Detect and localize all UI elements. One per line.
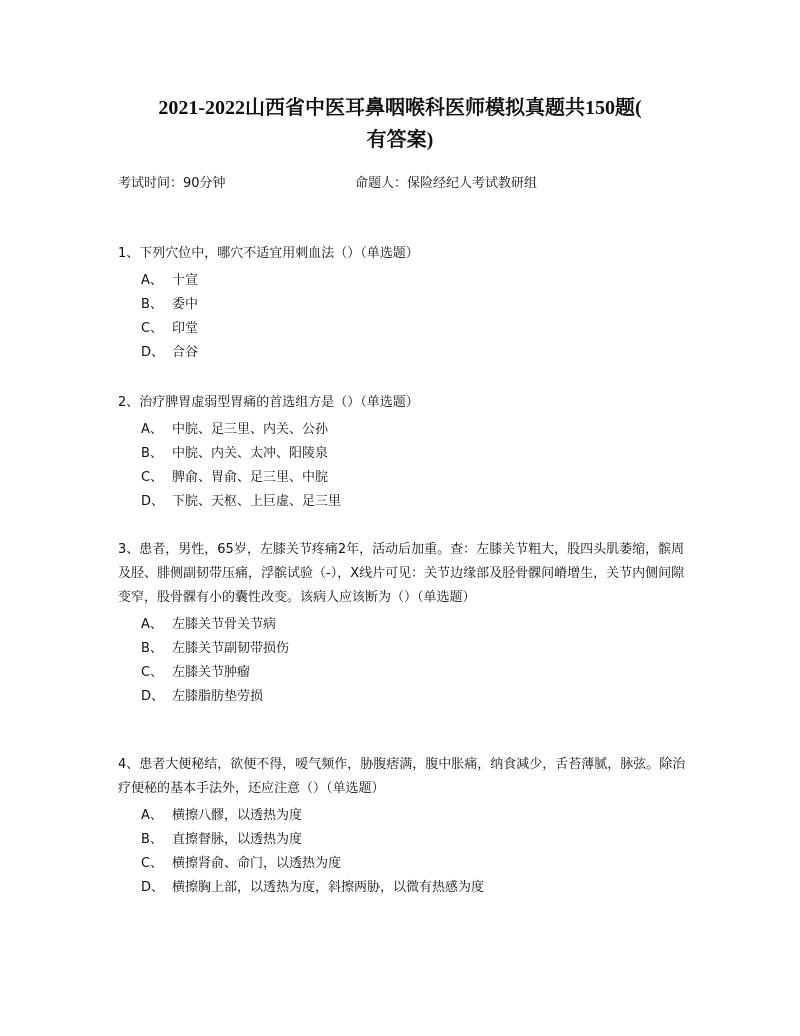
option-text: 中脘、足三里、内关、公孙 — [172, 421, 329, 437]
option-label: B、 — [141, 640, 163, 656]
option-label: C、 — [141, 320, 164, 336]
question-1-option-a — [141, 266, 690, 290]
question-2-option-b — [141, 439, 690, 463]
option-text: 左膝脂肪垫劳损 — [172, 688, 264, 704]
option-text: 横擦八髎，以透热为度 — [172, 807, 303, 823]
question-4-option-b — [141, 825, 690, 849]
option-text: 横擦肾俞、命门，以透热为度 — [172, 855, 342, 871]
question-4-text: 4、患者大便秘结，欲便不得，嗳气频作，胁腹痞满，腹中胀痛，纳食减少，舌苔薄腻，脉弦。除治疗便秘的基本手法外，还应注意（）（单选题） — [118, 757, 686, 796]
option-text: 合谷 — [172, 344, 199, 360]
title-line-1: 2021-2022山西省中医耳鼻咽喉科医师模拟真题共150题( — [158, 97, 642, 119]
option-text: 脾俞、胃俞、足三里、中脘 — [172, 469, 329, 485]
option-label: B、 — [141, 445, 163, 461]
exam-time: 考试时间：90分钟 — [118, 176, 226, 191]
option-label: A、 — [141, 616, 163, 632]
question-3-text: 3、患者，男性，65岁，左膝关节疼痛2年，活动后加重。查：左膝关节粗大，股四头肌萎缩，髌周及胫、腓侧副韧带压痛，浮髌试验（-），X线片可见：关节边缘部及胫骨髁间嵴增生，关节内侧间隙变窄，股骨髁有小的囊性改变。该病人应该断为（）（单选题） — [118, 542, 685, 605]
question-1-option-b — [141, 290, 690, 314]
option-label: D、 — [141, 493, 165, 509]
question-2-option-d — [141, 487, 690, 511]
question-3-option-a — [141, 610, 690, 634]
option-text: 印堂 — [172, 320, 199, 336]
option-label: D、 — [141, 879, 165, 895]
option-label: A、 — [141, 807, 163, 823]
option-label: B、 — [141, 296, 163, 312]
option-text: 横擦胸上部，以透热为度，斜擦两胁，以微有热感为度 — [172, 879, 485, 895]
option-text: 左膝关节骨关节病 — [172, 616, 277, 632]
option-text: 左膝关节肿瘤 — [172, 664, 251, 680]
question-1-text: 1、下列穴位中，哪穴不适宜用刺血法（）（单选题） — [118, 246, 419, 261]
option-text: 左膝关节副韧带损伤 — [172, 640, 290, 656]
option-text: 直擦督脉，以透热为度 — [172, 831, 303, 847]
question-3 — [118, 538, 690, 706]
option-label: D、 — [141, 688, 165, 704]
option-label: A、 — [141, 272, 163, 288]
question-4-option-c — [141, 849, 690, 873]
document-title — [100, 92, 700, 156]
exam-author: 命题人：保险经纪人考试教研组 — [355, 176, 538, 191]
option-label: A、 — [141, 421, 163, 437]
option-label: C、 — [141, 469, 164, 485]
question-4-option-a — [141, 801, 690, 825]
question-3-option-d — [141, 682, 690, 706]
question-4-option-d — [141, 873, 690, 897]
question-4 — [118, 753, 690, 897]
question-2-option-a — [141, 415, 690, 439]
option-label: C、 — [141, 664, 164, 680]
option-label: D、 — [141, 344, 165, 360]
option-text: 下脘、天枢、上巨虚、足三里 — [172, 493, 342, 509]
option-text: 委中 — [172, 296, 199, 312]
option-label: B、 — [141, 831, 163, 847]
question-3-option-b — [141, 634, 690, 658]
question-1 — [118, 242, 690, 362]
title-line-2: 有答案) — [366, 129, 434, 151]
question-3-option-c — [141, 658, 690, 682]
question-1-option-c — [141, 314, 690, 338]
question-2-option-c — [141, 463, 690, 487]
option-text: 十宣 — [172, 272, 199, 288]
question-1-option-d — [141, 338, 690, 362]
question-2-text: 2、治疗脾胃虚弱型胃痛的首选组方是（）（单选题） — [118, 395, 419, 410]
option-label: C、 — [141, 855, 164, 871]
question-2 — [118, 391, 690, 511]
option-text: 中脘、内关、太冲、阳陵泉 — [172, 445, 329, 461]
